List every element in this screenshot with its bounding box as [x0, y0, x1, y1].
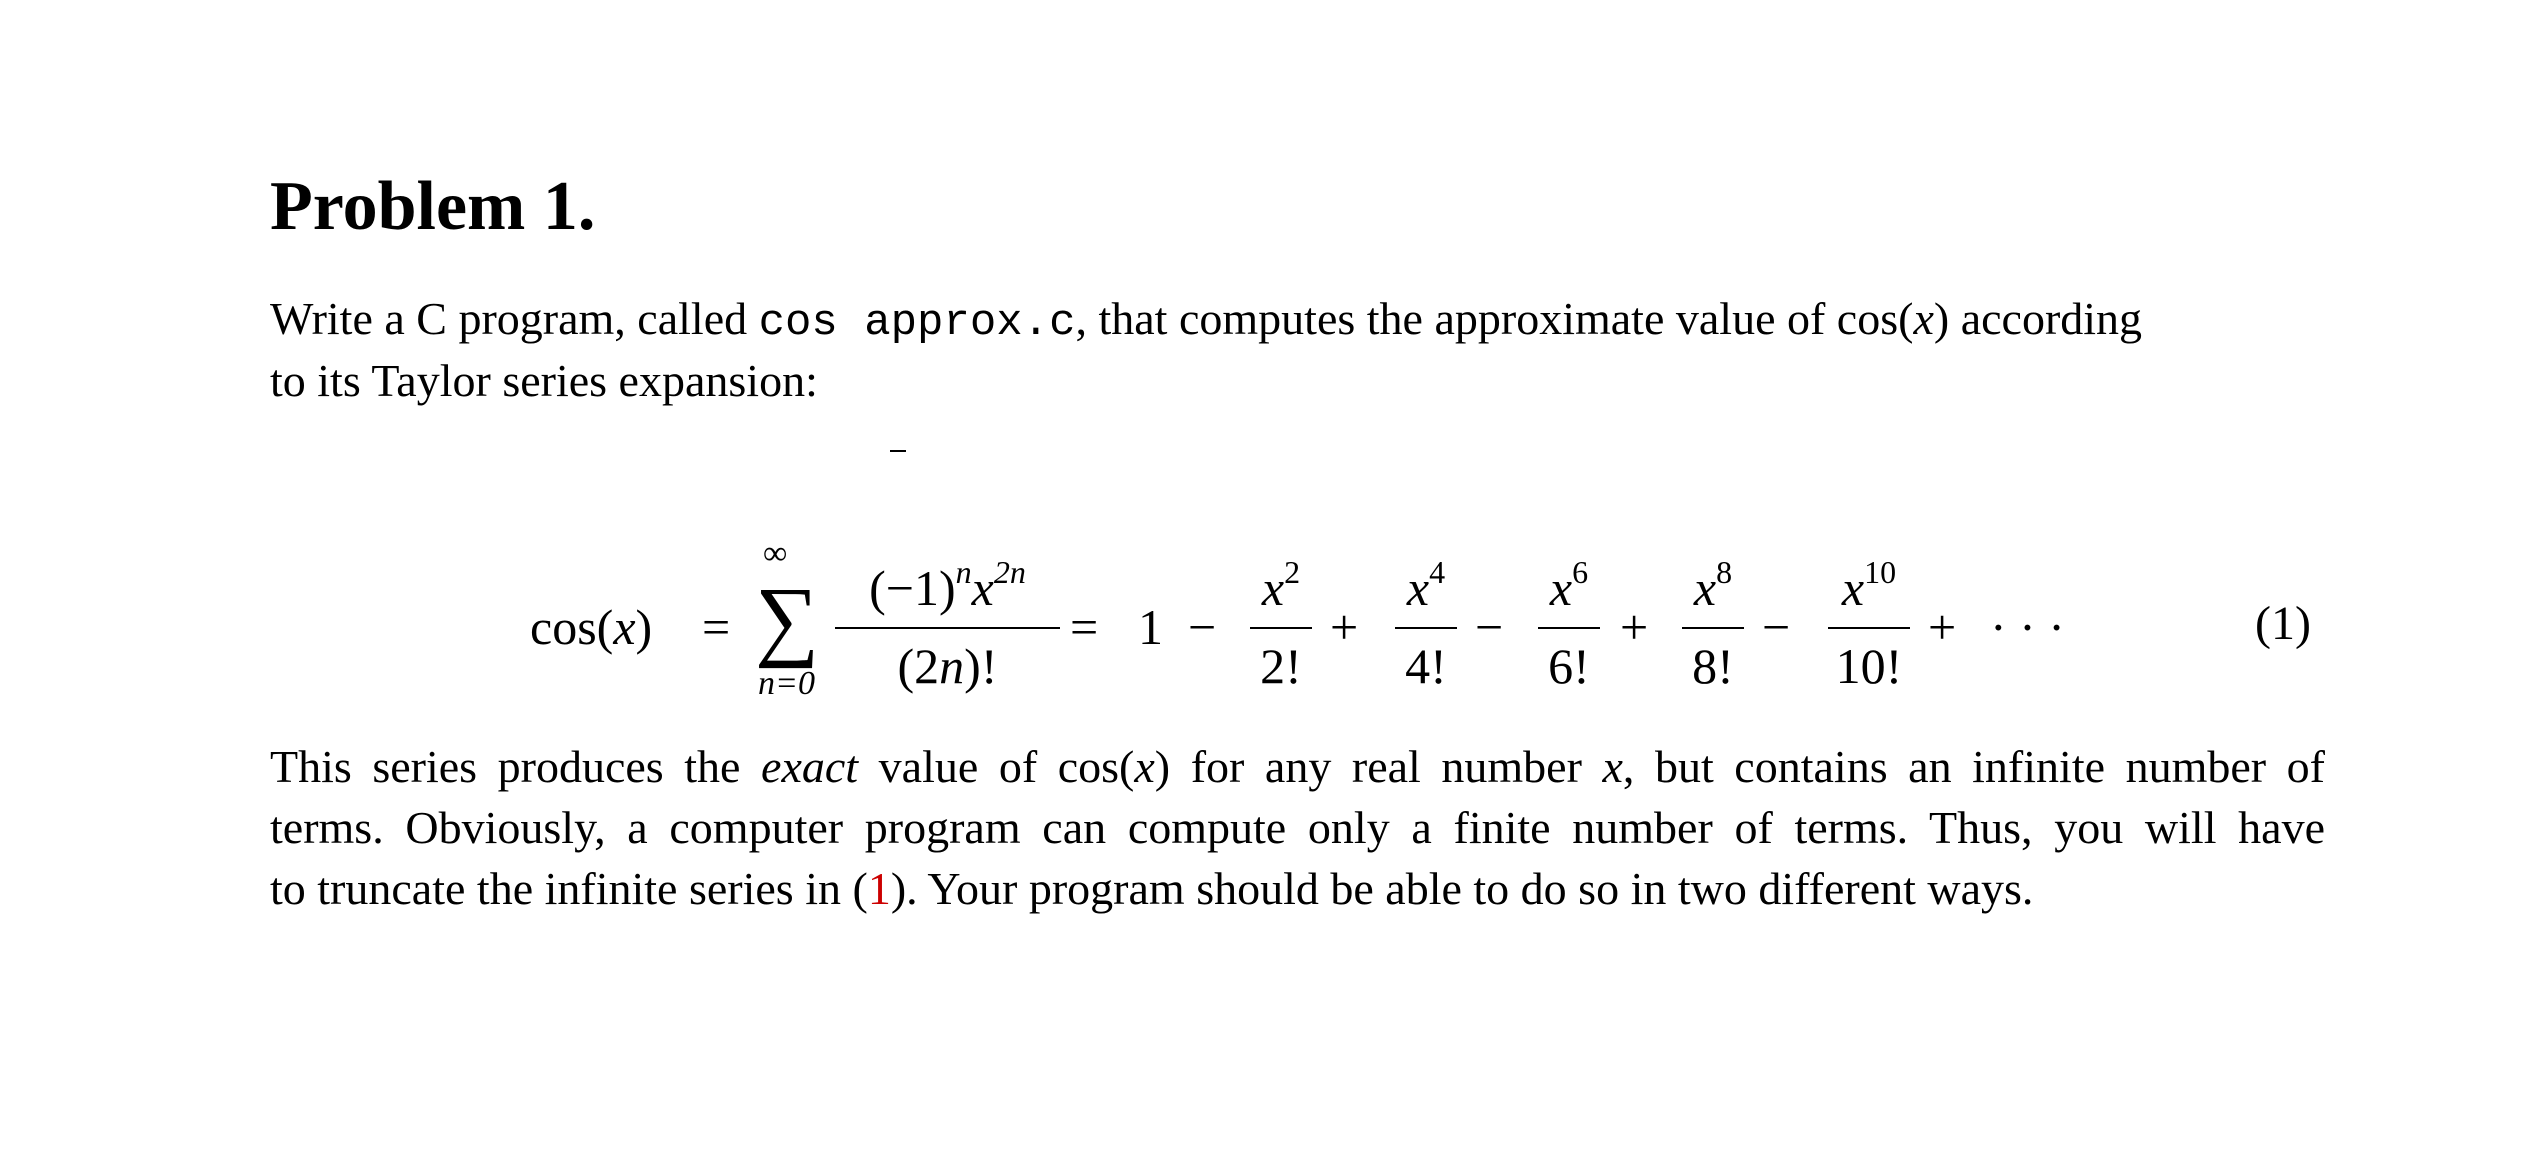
sum-upper-limit: ∞ [763, 535, 788, 572]
intro-paragraph [270, 290, 2325, 410]
term-sign: + [1330, 599, 1359, 655]
general-term-fraction [835, 545, 1060, 695]
body-line-2: terms. Obviously, a computer program can compute only a finite number of terms. Thus, you will have [270, 802, 2325, 853]
equals-sign-2: = [1070, 599, 1099, 655]
sum-symbol: ∑ [755, 570, 820, 669]
equation-lhs: cos(x) [530, 599, 653, 655]
body-line-1: This series produces the exact value of cos(x) for any real number x, but contains an infinite number of [270, 741, 2325, 792]
ellipsis: · · · [1990, 599, 2065, 655]
term-fraction: $x^2$ 2! [1250, 545, 1312, 695]
term-sign: + [1620, 599, 1649, 655]
general-term-numerator: $(-1)^nx^{2n}$ [869, 554, 1026, 616]
term-sign: − [1188, 599, 1217, 655]
term-sign: − [1762, 599, 1791, 655]
term-fraction: $x^8$ 8! [1682, 545, 1744, 695]
constant-one: 1 [1138, 599, 1163, 655]
body-paragraph [270, 736, 2325, 919]
body-line-3: to truncate the infinite series in (1). Your program should be able to do so in two different ways. [270, 863, 2034, 914]
term-fraction: $x^{10}$ 10! [1828, 545, 1910, 695]
term-sign: − [1475, 599, 1504, 655]
problem-heading: Problem 1. [270, 168, 596, 245]
term-fraction: $x^4$ 4! [1395, 545, 1457, 695]
stray-mark [890, 450, 906, 452]
filename-code: cos approx.c [758, 298, 1076, 348]
equation-number: (1) [2255, 597, 2311, 650]
fraction-bar [835, 627, 1060, 629]
intro-line-1: Write a C program, called cos approx.c, that computes the approximate value of cos(x) according [270, 293, 2143, 348]
tail-sign: + [1928, 599, 1957, 655]
general-term-denominator: (2n)! [897, 638, 998, 694]
intro-line-2: to its Taylor series expansion: [270, 355, 818, 406]
sum-lower-limit: n=0 [758, 665, 815, 702]
term-fraction: $x^6$ 6! [1538, 545, 1600, 695]
equals-sign-1: = [702, 599, 731, 655]
equation-reference-link[interactable]: 1 [867, 863, 891, 914]
